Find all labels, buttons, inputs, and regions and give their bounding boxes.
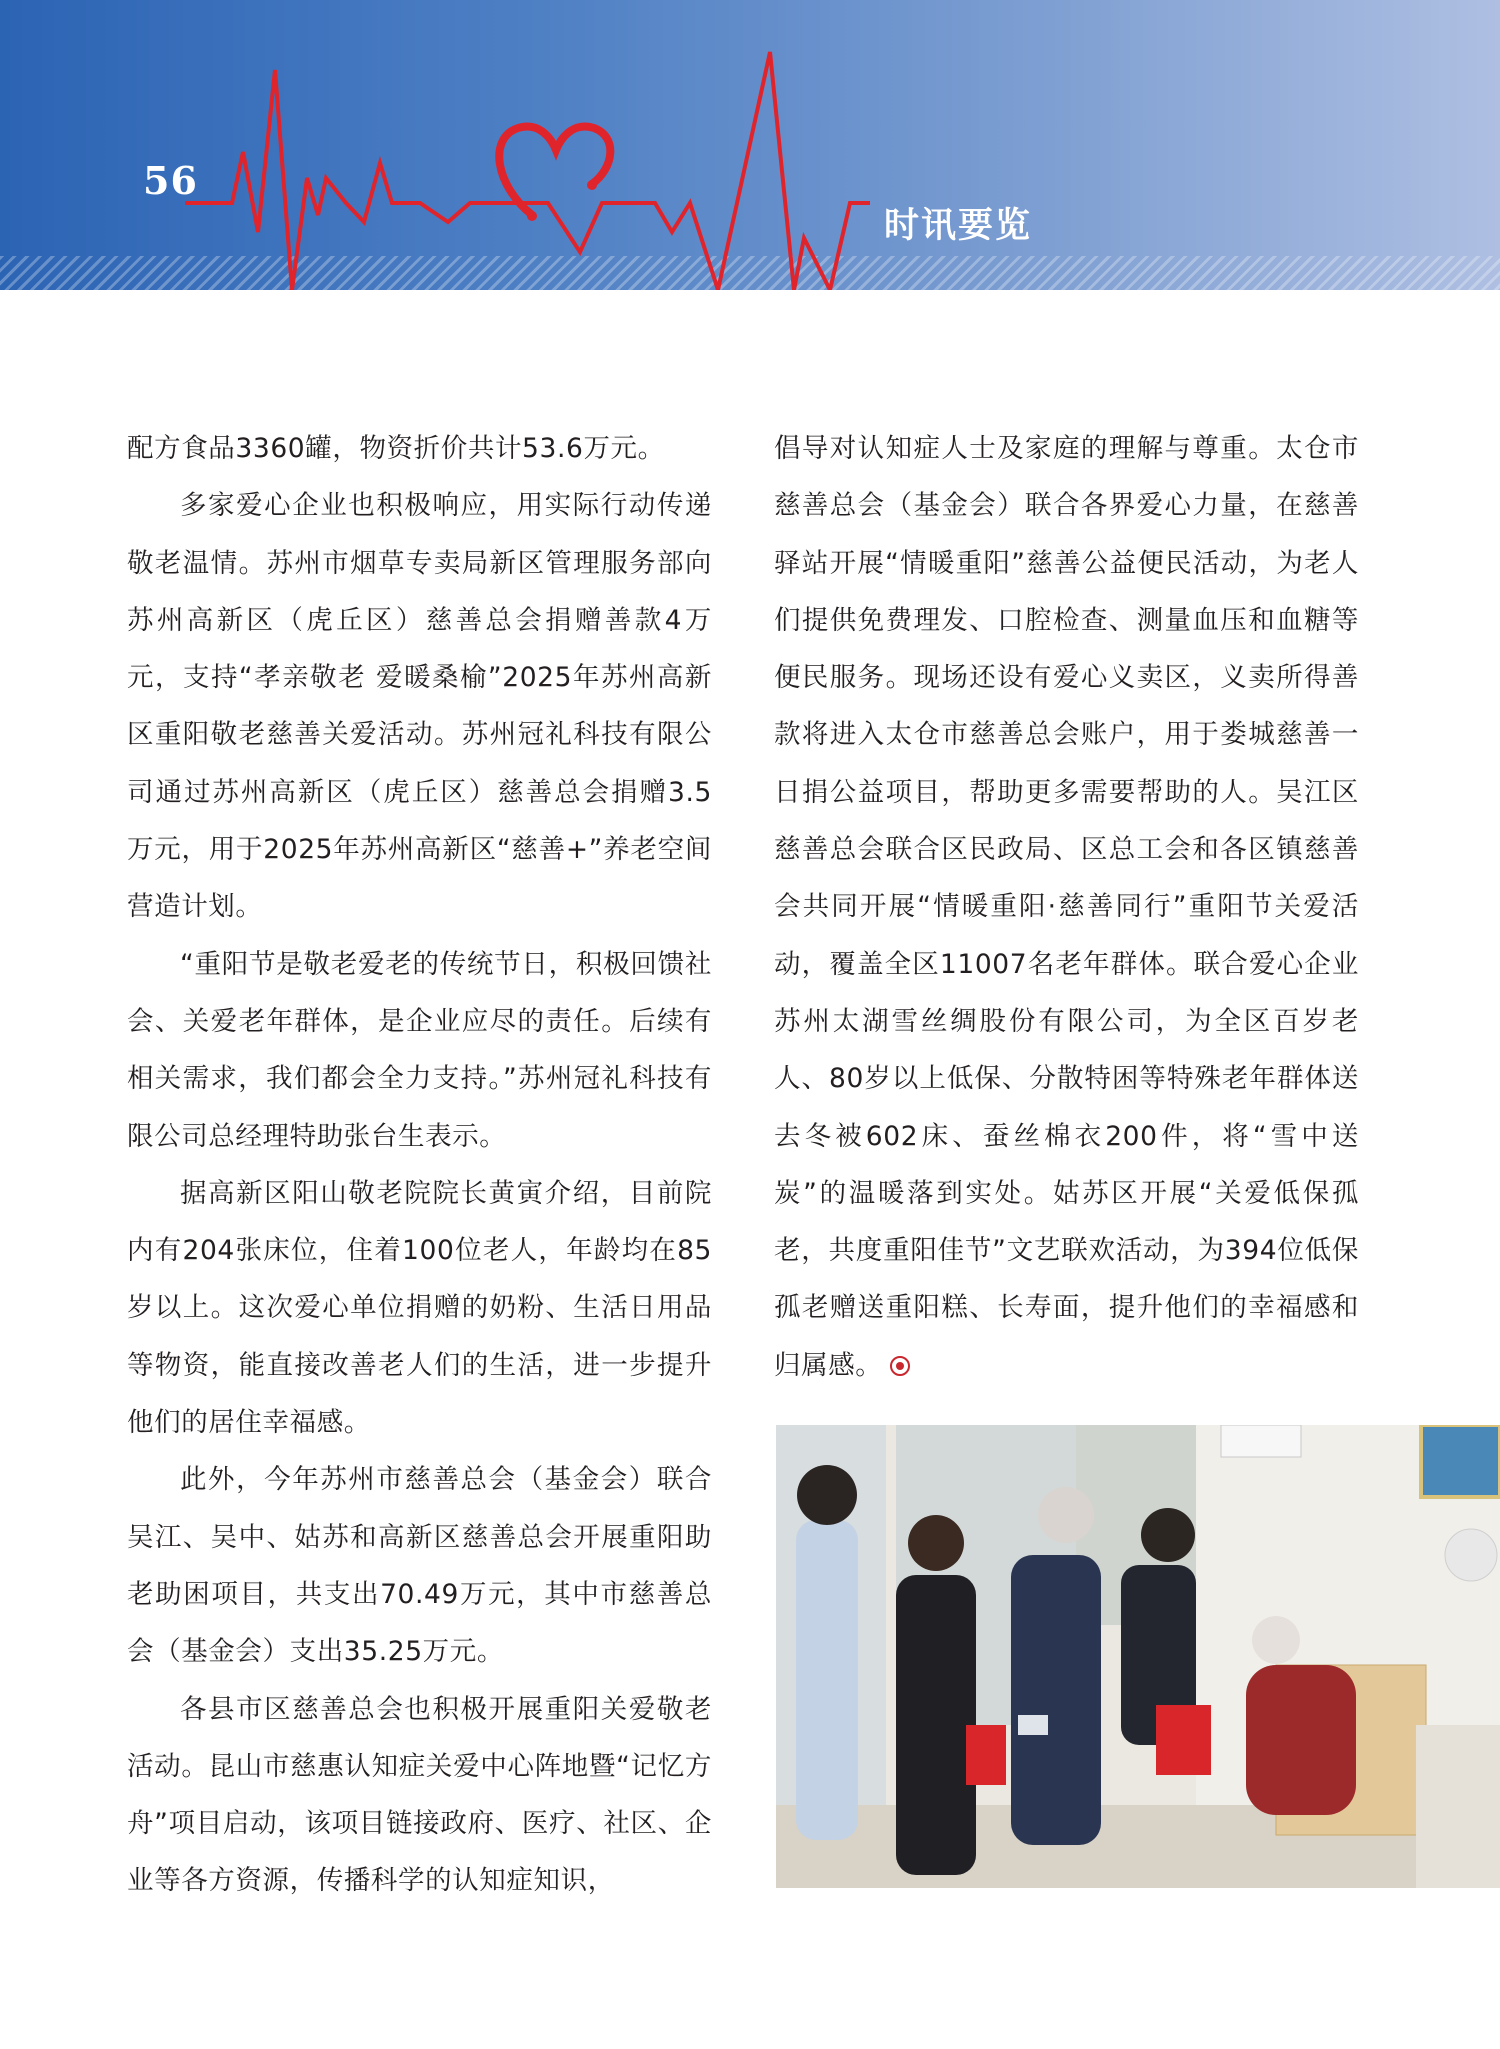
- heartbeat-line-icon: [0, 0, 1500, 290]
- paragraph-with-end-mark: [774, 420, 1359, 1394]
- paragraph: 各县市区慈善总会也积极开展重阳关爱敬老活动。昆山市慈惠认知症关爱中心阵地暨“记忆方舟”项目启动，该项目链接政府、医疗、社区、企业等各方资源，传播科学的认知症知识，: [127, 1693, 712, 1897]
- paragraph: 倡导对认知症人士及家庭的理解与尊重。太仓市慈善总会（基金会）联合各界爱心力量，在慈善驿站开展“情暖重阳”慈善公益便民活动，为老人们提供免费理发、口腔检查、测量血压和血糖等便民服务。现场还设有爱心义卖区，义卖所得善款将进入太仓市慈善总会账户，用于娄城慈善一日捐公益项目，帮助更多需要帮助的人。吴江区慈善总会联合区民政局、区总工会和各区镇慈善会共同开展“情暖重阳·慈善同行”重阳节关爱活动，覆盖全区11007名老年群体。联合爱心企业苏州太湖雪丝绸股份有限公司，为全区百岁老人、80岁以上低保、分散特困等特殊老年群体送去冬被602床、蚕丝棉衣200件，将“雪中送炭”的温暖落到实处。姑苏区开展“关爱低保孤老，共度重阳佳节”文艺联欢活动，为394位低保孤老赠送重阳糕、长寿面，提升他们的幸福感和归属感。: [774, 433, 1359, 1381]
- paragraph: 此外，今年苏州市慈善总会（基金会）联合吴江、吴中、姑苏和高新区慈善总会开展重阳助老助困项目，共支出70.49万元，其中市慈善总会（基金会）支出35.25万元。: [127, 1464, 712, 1668]
- page-header: [0, 0, 1500, 290]
- article-right-column: [774, 420, 1359, 1394]
- paragraph: “重阳节是敬老爱老的传统节日，积极回馈社会、关爱老年群体，是企业应尽的责任。后续有相关需求，我们都会全力支持。”苏州冠礼科技有限公司总经理特助张台生表示。: [127, 948, 712, 1152]
- article-left-column: [127, 420, 712, 1910]
- section-title: 时讯要览: [884, 205, 1033, 246]
- photo-illustration: [776, 1425, 1500, 1888]
- event-photo: [776, 1425, 1500, 1888]
- paragraph: 多家爱心企业也积极响应，用实际行动传递敬老温情。苏州市烟草专卖局新区管理服务部向苏州高新区（虎丘区）慈善总会捐赠善款4万元，支持“孝亲敬老 爱暖桑榆”2025年苏州高新区重阳敬老慈善关爱活动。苏州冠礼科技有限公司通过苏州高新区（虎丘区）慈善总会捐赠3.5万元，用于2025年苏州高新区“慈善+”养老空间营造计划。: [127, 490, 712, 923]
- paragraph: 据高新区阳山敬老院院长黄寅介绍，目前院内有204张床位，住着100位老人，年龄均在85岁以上。这次爱心单位捐赠的奶粉、生活日用品等物资，能直接改善老人们的生活，进一步提升他们的居住幸福感。: [127, 1177, 712, 1439]
- paragraph: 配方食品3360罐，物资折价共计53.6万元。: [127, 433, 665, 464]
- article-end-mark-icon: [890, 1356, 910, 1376]
- page-number: 56: [143, 158, 198, 203]
